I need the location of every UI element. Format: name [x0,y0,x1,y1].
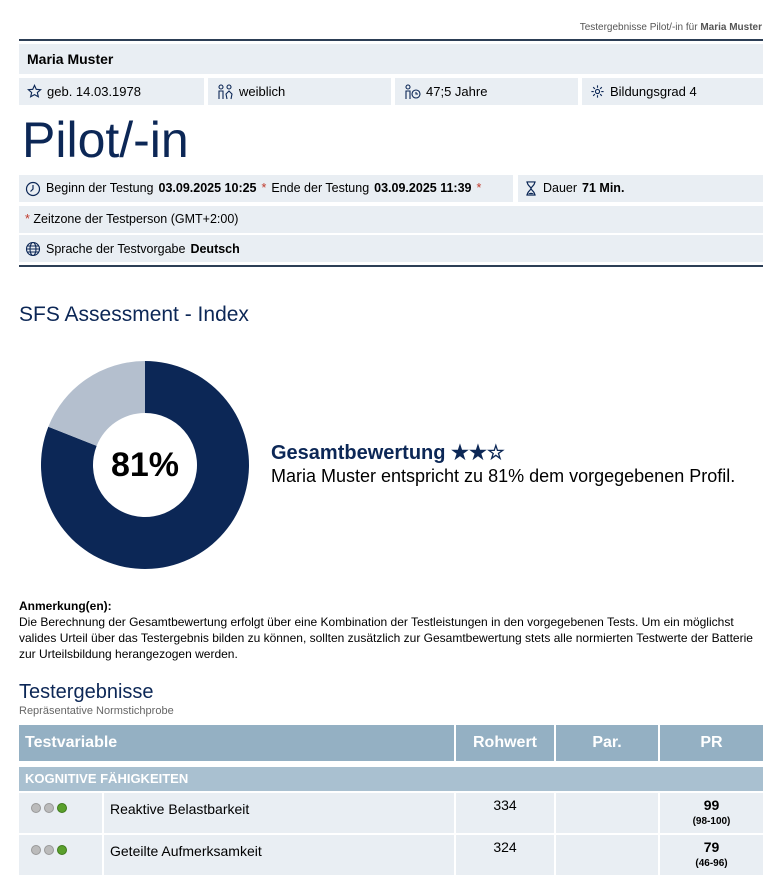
col-par: Par. [556,725,658,761]
education-cell [582,78,763,105]
dot-green-icon [57,803,67,813]
report-person: Maria Muster [700,22,762,33]
end-value: 03.09.2025 11:39 [374,181,472,195]
note-heading: Anmerkung(en): [19,599,112,613]
language-value: Deutsch [190,241,240,256]
people-icon [216,84,234,100]
age: 47;5 Jahre [426,84,488,99]
begin-label: Beginn der Testung [46,181,154,195]
row2-pr-value: 79 [703,839,720,855]
duration-label: Dauer [543,181,578,195]
row2-pr [660,835,763,875]
language-bar [19,235,763,262]
note-text: Die Berechnung der Gesamtbewertung erfolgt über eine Kombination der Testleistungen in den vorgegebenen Tests. Um ein möglichst valides Urteil über das Testergebnis bilden zu können, sollten zusätzlich zur Gesamtbewertung stets alle normierten Testwerte der Batterie zur Urteilsbildung herangezogen werden. [19,615,753,661]
test-times-cell [19,175,513,202]
dot-grey-icon [31,845,41,855]
bottom-rule [19,265,763,267]
star-icon [27,84,42,99]
globe-icon [25,241,41,257]
row2-indicator [19,835,102,875]
row1-pr [660,793,763,833]
results-title: Testergebnisse [19,681,154,703]
duration-cell [518,175,763,202]
report-header [552,22,762,33]
dot-grey-icon [44,845,54,855]
gesamt-stars: ★★☆ [451,442,505,464]
language-label: Sprache der Testvorgabe [46,241,186,256]
row1-pr-range: (98-100) [692,816,731,827]
person-name: Maria Muster [19,44,763,74]
report-for-label: für [685,22,698,33]
test-times-row [19,175,763,202]
hourglass-icon [524,181,538,196]
row2-variable: Geteilte Aufmerksamkeit [104,835,454,875]
age-icon [403,84,421,100]
birth-date: geb. 14.03.1978 [47,84,141,99]
gender-cell [208,78,391,105]
timezone-text: Zeitzone der Testperson (GMT+2:00) [33,212,239,226]
gender: weiblich [239,84,286,99]
results-subtitle: Repräsentative Normstichprobe [19,705,174,717]
col-rohwert: Rohwert [456,725,554,761]
row2-rohwert: 324 [456,835,554,875]
assessment-title: SFS Assessment - Index [19,303,249,326]
timezone-bar [19,206,763,233]
row1-variable: Reaktive Belastbarkeit [104,793,454,833]
top-rule [19,39,763,41]
end-asterisk: * [476,181,482,195]
education: Bildungsgrad 4 [610,84,697,99]
row1-rohwert: 334 [456,793,554,833]
traffic-light-dots [19,835,102,855]
gesamt-title: Gesamtbewertung [271,442,446,464]
end-label: Ende der Testung [271,181,370,195]
row1-pr-value: 99 [703,797,720,813]
gesamt-heading [271,440,505,465]
test-title: Pilot/-in [22,112,189,168]
col-testvariable: Testvariable [19,725,454,761]
report-title: Testergebnisse Pilot/-in [579,22,684,33]
row1-par [556,793,658,833]
col-pr: PR [660,725,763,761]
dot-grey-icon [31,803,41,813]
clock-icon [25,181,41,197]
duration-value: 71 Min. [582,181,625,195]
begin-value: 03.09.2025 10:25 [158,181,257,195]
gesamt-text: Maria Muster entspricht zu 81% dem vorgegebenen Profil. [271,466,736,486]
birth-cell [19,78,204,105]
row2-pr-range: (46-96) [695,858,728,869]
age-cell [395,78,578,105]
begin-asterisk: * [261,181,267,195]
education-icon [590,84,605,99]
timezone-asterisk: * [25,212,30,226]
dot-green-icon [57,845,67,855]
row1-indicator [19,793,102,833]
person-info-row [19,78,763,105]
traffic-light-dots [19,793,102,813]
group-kognitive: KOGNITIVE FÄHIGKEITEN [19,767,763,791]
index-percent: 81% [110,445,180,484]
dot-grey-icon [44,803,54,813]
row2-par [556,835,658,875]
